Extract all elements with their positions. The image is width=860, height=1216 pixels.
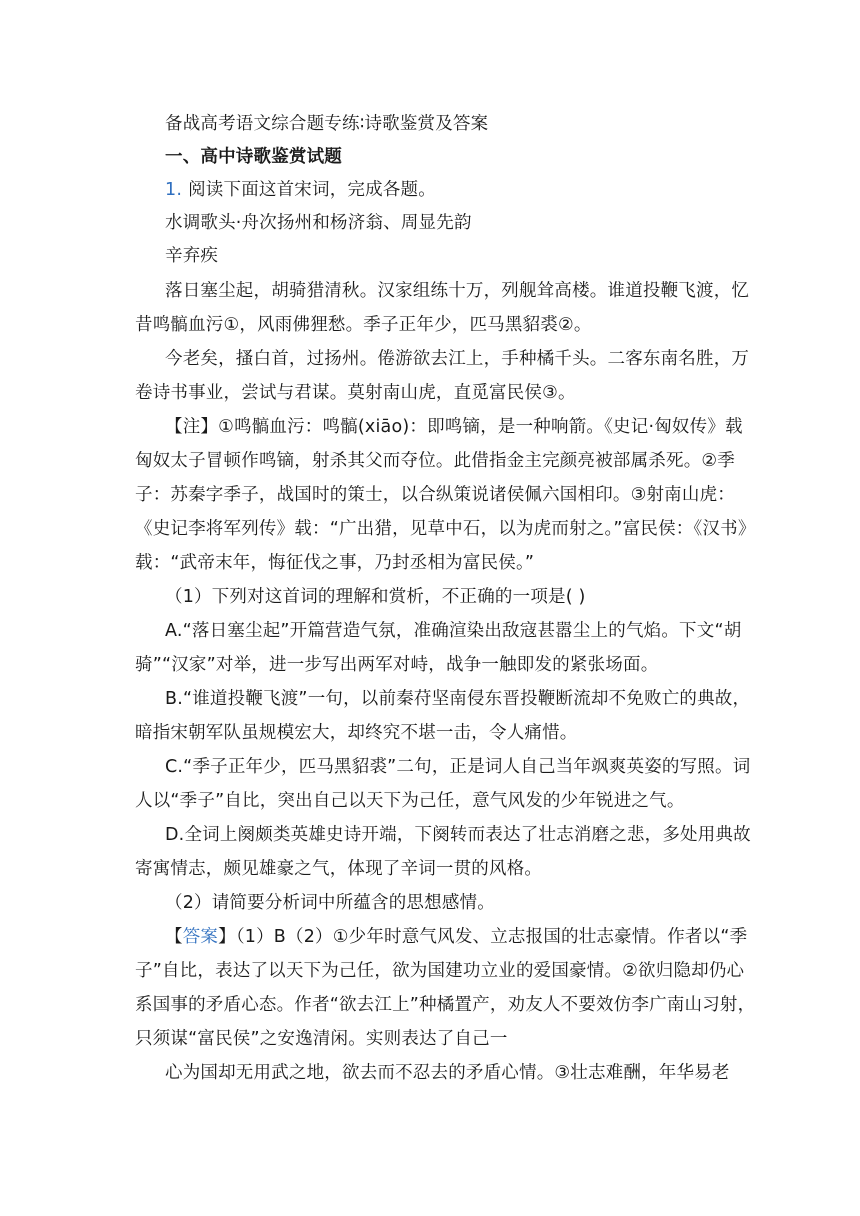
subquestion-1: （1）下列对这首词的理解和赏析，不正确的一项是( ): [165, 587, 586, 607]
answer-bracket-open: 【: [165, 927, 183, 947]
poem-title: 水调歌头·舟次扬州和杨济翁、周显先韵: [165, 213, 472, 233]
poem-line: 落日塞尘起，胡骑猎清秋。汉家组练十万，列舰耸高楼。谁道投鞭飞渡，忆: [165, 281, 750, 301]
answer-label: 答案: [182, 927, 219, 947]
poem-line: 卷诗书事业，尝试与君谋。莫射南山虎，直觅富民侯③。: [135, 383, 576, 403]
option-d-line: D.全词上阕颇类英雄史诗开端，下阕转而表达了壮志消磨之悲，多处用典故: [165, 825, 751, 845]
note-line: 匈奴太子冒顿作鸣镝，射杀其父而夺位。此借指金主完颜亮被部属杀死。②季: [135, 451, 735, 471]
answer-bracket-close: 】: [218, 927, 236, 947]
option-a-line: 骑”“汉家”对举，进一步写出两军对峙，战争一触即发的紧张场面。: [135, 655, 659, 675]
option-d-line: 寄寓情志，颇见雄豪之气，体现了辛词一贯的风格。: [135, 859, 543, 879]
note-line: 载：“武帝末年，悔征伐之事，乃封丞相为富民侯。”: [135, 553, 535, 573]
poem-line: 昔鸣髇血污①，风雨佛狸愁。季子正年少，匹马黑貂裘②。: [135, 315, 592, 335]
option-b-line: 暗指宋朝军队虽规模宏大，却终究不堪一击，令人痛惜。: [135, 723, 578, 743]
option-a-line: A.“落日塞尘起”开篇营造气氛，准确渲染出敌寇甚嚣尘上的气焰。下文“胡: [165, 621, 742, 641]
subquestion-2: （2）请简要分析词中所蕴含的思想感情。: [165, 893, 495, 913]
answer-line: 子”自比，表达了以天下为己任，欲为国建功立业的爱国豪情。②欲归隐却仍心: [135, 961, 745, 981]
question-intro-text: 阅读下面这首宋词，完成各题。: [188, 180, 436, 200]
answer-line: [165, 925, 747, 949]
note-line: 【注】①鸣髇血污：鸣髇(xiāo)：即鸣镝，是一种响箭。《史记·匈奴传》载: [165, 417, 743, 437]
answer-line: 系国事的矛盾心态。作者“欲去江上”种橘置产，劝友人不要效仿李广南山习射，: [135, 995, 756, 1015]
section-heading: 一、高中诗歌鉴赏试题: [165, 147, 342, 167]
note-line: 子：苏秦字季子，战国时的策士，以合纵策说诸侯佩六国相印。③射南山虎：: [135, 485, 735, 505]
note-line: 《史记李将军列传》载：“广出猎，见草中石，以为虎而射之。”富民侯：《汉书》: [135, 519, 756, 539]
option-c-line: 人以“季子”自比，突出自己以天下为己任，意气风发的少年锐进之气。: [135, 791, 685, 811]
answer-line: 只须谋“富民侯”之安逸清闲。实则表达了自己一: [135, 1029, 508, 1049]
poem-line: 今老矣，搔白首，过扬州。倦游欲去江上，手种橘千头。二客东南名胜，万: [165, 349, 750, 369]
answer-line: 心为国却无用武之地，欲去而不忍去的矛盾心情。③壮志难酬，年华易老: [165, 1063, 730, 1083]
option-b-line: B.“谁道投鞭飞渡”一句，以前秦苻坚南侵东晋投鞭断流却不免败亡的典故，: [165, 689, 751, 709]
question-1-intro: [165, 178, 436, 202]
document-title: 备战高考语文综合题专练∶诗歌鉴赏及答案: [165, 114, 489, 134]
option-c-line: C.“季子正年少，匹马黑貂裘”二句，正是词人自己当年飒爽英姿的写照。词: [165, 757, 751, 777]
answer-text: （1）B（2）①少年时意气风发、立志报国的壮志豪情。作者以“季: [235, 927, 748, 947]
poem-author: 辛弃疾: [165, 246, 219, 266]
question-number: 1.: [165, 180, 183, 200]
